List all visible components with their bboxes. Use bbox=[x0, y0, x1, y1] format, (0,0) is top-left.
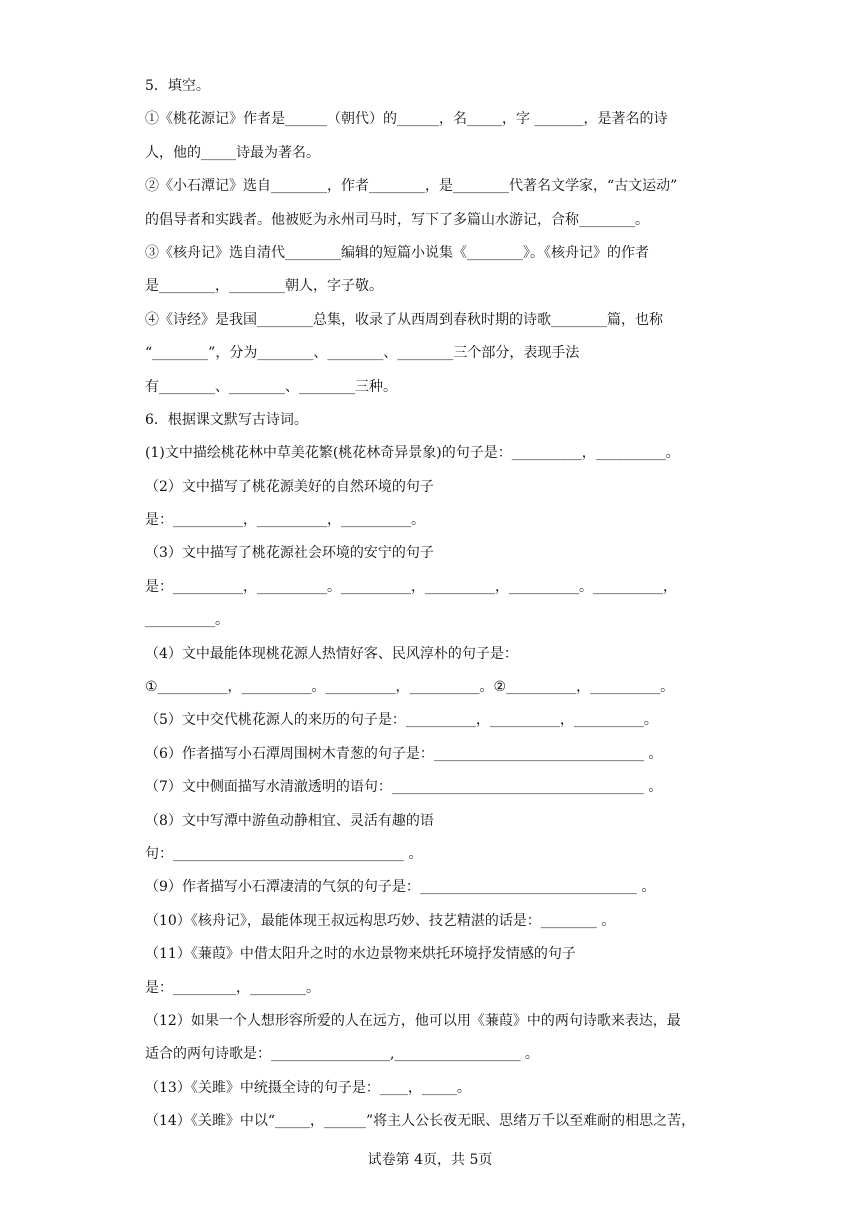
question-line: （2）文中描写了桃花源美好的自然环境的句子 bbox=[145, 478, 434, 495]
page-footer: 试卷第 4页，共 5页 bbox=[367, 1152, 493, 1168]
question-line: __________。 bbox=[145, 612, 229, 629]
question-line: 有________、________、________三种。 bbox=[145, 378, 397, 395]
question-line: （10）《核舟记》，最能体现王叔远构思巧妙、技艺精湛的话是：________ 。 bbox=[145, 912, 616, 929]
question-heading-6: 6．根据课文默写古诗词。 bbox=[145, 411, 308, 428]
question-line: （12）如果一个人想形容所爱的人在远方，他可以用《蒹葭》中的两句诗歌来表达，最 bbox=[145, 1012, 681, 1029]
question-line: ③《核舟记》选自清代________编辑的短篇小说集《________》。《核舟记》的作者 bbox=[145, 244, 649, 261]
question-line: 是：_________，________。 bbox=[145, 979, 320, 996]
question-line: ②《小石潭记》选自________，作者________，是________代著名文学家，“古文运动” bbox=[145, 178, 678, 195]
question-line: (1)文中描绘桃花林中草美花繁(桃花林奇异景象)的句子是：__________，__________。 bbox=[145, 445, 680, 462]
question-line: 的倡导者和实践者。他被贬为永州司马时，写下了多篇山水游记，合称________。 bbox=[145, 211, 649, 228]
question-line: ①__________，__________。__________，__________。②__________，__________。 bbox=[145, 679, 675, 696]
question-line: “________”，分为________、________、________三个部分，表现手法 bbox=[145, 345, 580, 362]
question-line: 人，他的_____诗最为著名。 bbox=[145, 144, 320, 161]
question-line: ①《桃花源记》作者是______（朝代）的______，名_____，字 _______，是著名的诗 bbox=[145, 111, 668, 128]
question-line: 是：__________，__________，__________。 bbox=[145, 512, 425, 529]
question-line: （8）文中写潭中游鱼动静相宜、灵活有趣的语 bbox=[145, 812, 434, 829]
question-line: （13）《关雎》中统摄全诗的句子是：____，_____。 bbox=[145, 1079, 471, 1096]
question-line: （6）作者描写小石潭周围树木青葱的句子是：______________________________ 。 bbox=[145, 745, 663, 762]
question-line: 适合的两句诗歌是：_________________,__________________ 。 bbox=[145, 1046, 539, 1063]
question-line: （11）《蒹葭》中借太阳升之时的水边景物来烘托环境抒发情感的句子 bbox=[145, 946, 576, 963]
question-heading-5: 5．填空。 bbox=[145, 78, 210, 94]
question-line: （7）文中侧面描写水清澈透明的语句：____________________________________ 。 bbox=[145, 779, 663, 796]
question-line: ④《诗经》是我国________总集，收录了从西周到春秋时期的诗歌________篇，也称 bbox=[145, 311, 663, 328]
question-line: （14）《关雎》中以“_____，______”将主人公长夜无眠、思绪万千以至难耐的相思之苦， bbox=[145, 1113, 696, 1130]
question-line: 是________，________朝人，字子敬。 bbox=[145, 278, 383, 295]
question-line: （4）文中最能体现桃花源人热情好客、民风淳朴的句子是： bbox=[145, 645, 518, 662]
question-line: 是：__________，__________。__________，__________，__________。__________， bbox=[145, 578, 677, 595]
question-line: （3）文中描写了桃花源社会环境的安宁的句子 bbox=[145, 545, 434, 562]
question-line: 句：_________________________________ 。 bbox=[145, 845, 423, 862]
question-line: （9）作者描写小石潭凄清的气氛的句子是：_______________________________ 。 bbox=[145, 879, 656, 896]
question-content bbox=[145, 70, 725, 1139]
question-line: （5）文中交代桃花源人的来历的句子是：__________，__________，__________。 bbox=[145, 712, 658, 729]
